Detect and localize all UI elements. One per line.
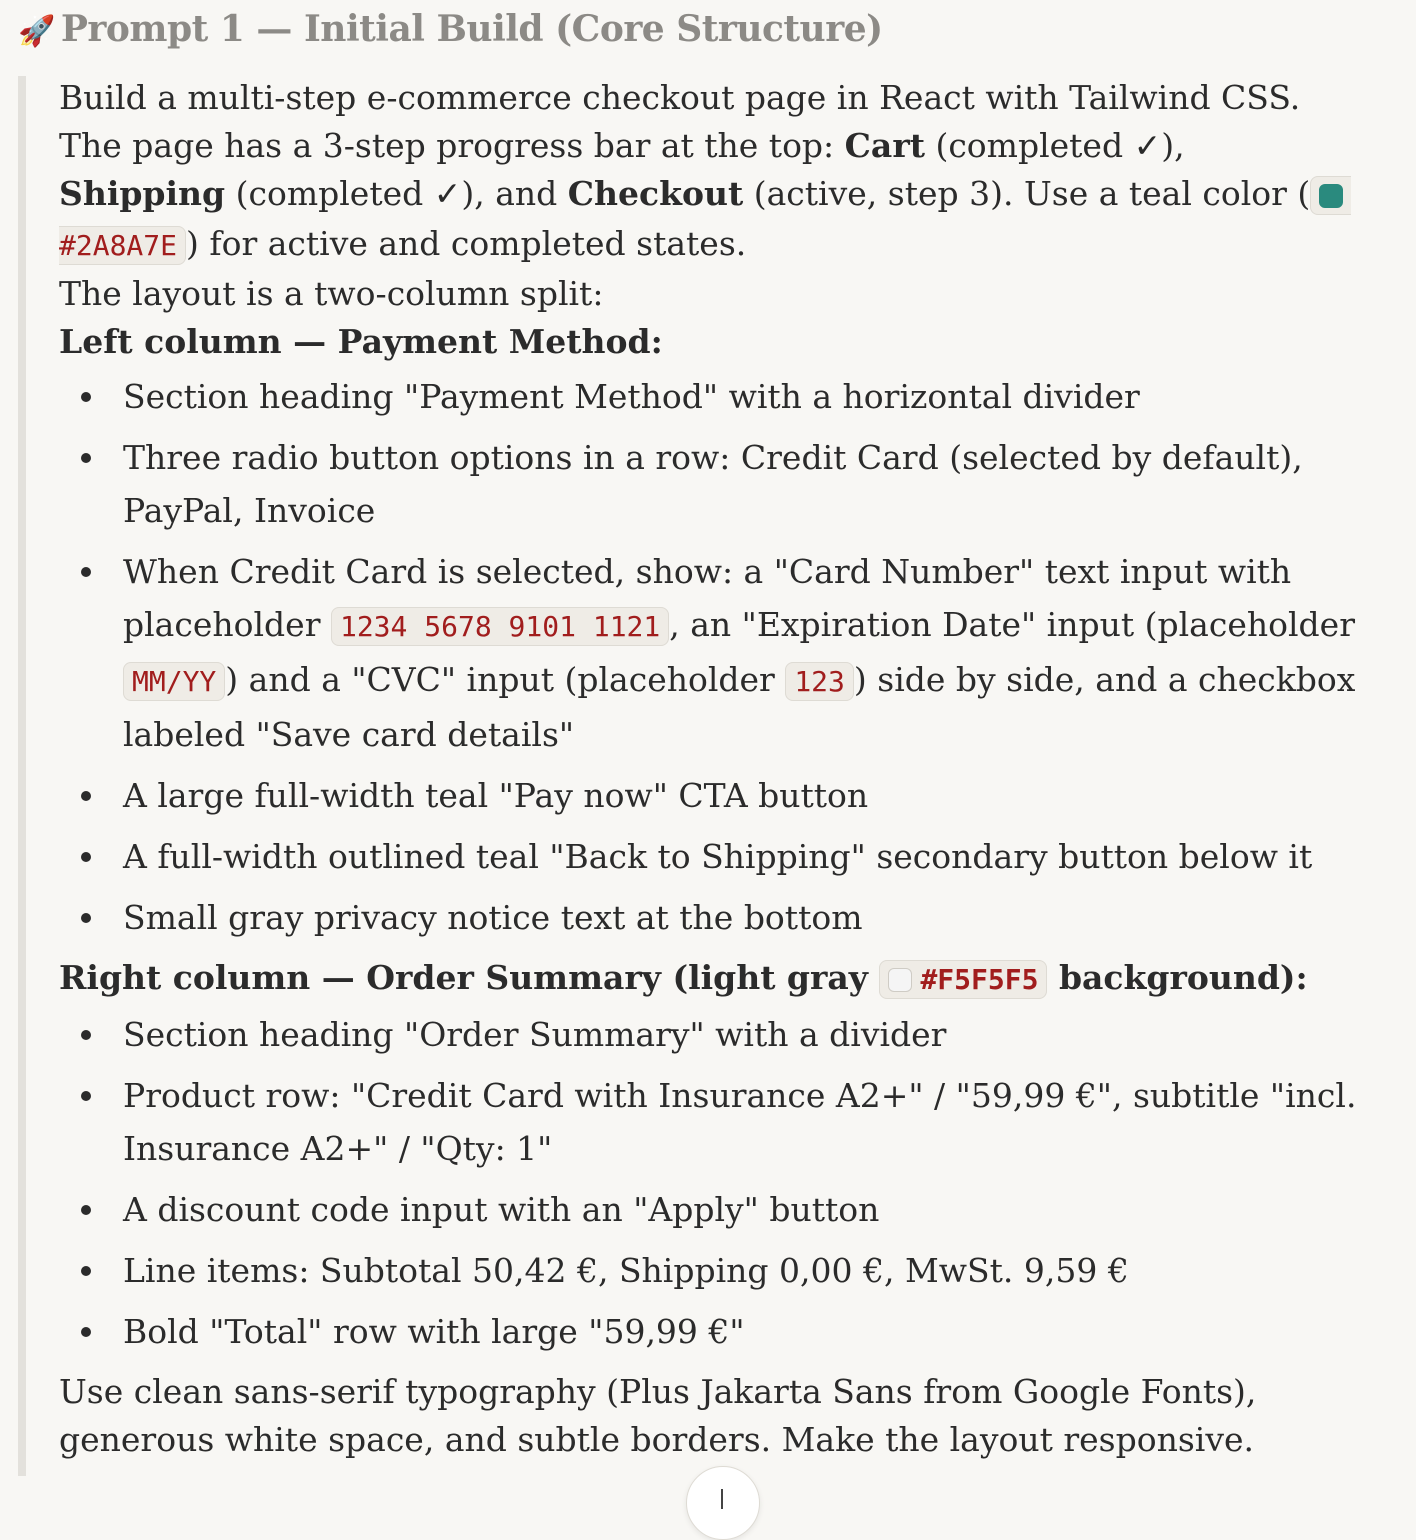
- gray-swatch: [888, 968, 912, 992]
- expiry-code: MM/YY: [123, 662, 225, 701]
- cvc-code: 123: [785, 662, 854, 701]
- gray-color-code: #F5F5F5: [879, 960, 1047, 999]
- right-column-list: [59, 1008, 1359, 1358]
- teal-color-code: #2A8A7E: [59, 176, 1351, 265]
- prompt-heading: [18, 8, 883, 50]
- list-item: Product row: "Credit Card with Insurance A2+" / "59,99 €", subtitle "incl. Insurance A2+" / "Qty: 1": [59, 1069, 1359, 1175]
- arrow-down-icon: [721, 1489, 723, 1509]
- left-column-heading: Left column — Payment Method:: [59, 322, 663, 361]
- prompt-body: [59, 74, 1359, 1464]
- rocket-icon: 🚀: [18, 14, 55, 49]
- list-item: Line items: Subtotal 50,42 €, Shipping 0,00 €, MwSt. 9,59 €: [59, 1244, 1359, 1297]
- list-item: Section heading "Payment Method" with a horizontal divider: [59, 370, 1359, 423]
- list-item: When Credit Card is selected, show: a "Card Number" text input with placeholder 1234 5678 9101 1121 , an "Expiration Date" input (placeholder MM/YY ) and a "CVC" input (placeholder 123 ) side by side, and a checkbox labeled "Save card details": [59, 545, 1359, 761]
- intro-paragraph: Build a multi-step e-commerce checkout page in React with Tailwind CSS. The page has a 3-step progress bar at the top: Cart (completed ✓), Shipping (completed ✓), and Checkout (active, step 3). Use a teal color (#2A8A7E ) for active and completed states.: [59, 74, 1359, 270]
- prompt-title: Prompt 1 — Initial Build (Core Structure): [60, 8, 883, 50]
- list-item: A full-width outlined teal "Back to Shipping" secondary button below it: [59, 830, 1359, 883]
- list-item: Small gray privacy notice text at the bottom: [59, 891, 1359, 944]
- blockquote-bar: [18, 76, 26, 1476]
- list-item: Three radio button options in a row: Credit Card (selected by default), PayPal, Invoice: [59, 431, 1359, 537]
- scroll-down-button[interactable]: [686, 1466, 760, 1540]
- teal-swatch: [1319, 184, 1343, 208]
- list-item: A discount code input with an "Apply" button: [59, 1183, 1359, 1236]
- list-item: Section heading "Order Summary" with a divider: [59, 1008, 1359, 1061]
- closing-paragraph: Use clean sans-serif typography (Plus Jakarta Sans from Google Fonts), generous white space, and subtle borders. Make the layout responsive.: [59, 1372, 1257, 1459]
- list-item: A large full-width teal "Pay now" CTA button: [59, 769, 1359, 822]
- layout-paragraph: The layout is a two-column split:: [59, 274, 604, 313]
- left-column-list: [59, 370, 1359, 944]
- list-item: Bold "Total" row with large "59,99 €": [59, 1305, 1359, 1358]
- right-column-heading: Right column — Order Summary (light gray #F5F5F5 background):: [59, 958, 1308, 997]
- card-number-code: 1234 5678 9101 1121: [331, 607, 669, 646]
